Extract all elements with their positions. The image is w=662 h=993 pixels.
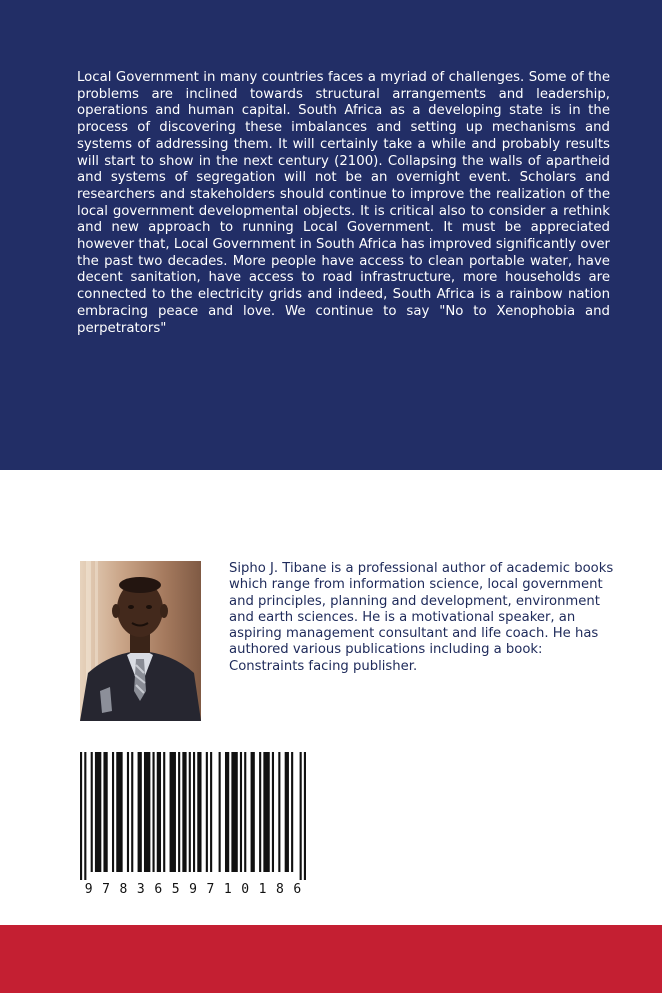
isbn-barcode [76, 752, 310, 898]
barcode-bar [240, 752, 242, 872]
author-bio: Sipho J. Tibane is a professional author of academic books which range from information science, local government and principles, planning and development, environment and earth sciences. He is a motivational speaker, an aspiring management consultant and life coach. He has authored various publications including a book: Constraints facing publisher. [229, 561, 614, 674]
barcode-bar [178, 752, 180, 872]
barcode-bar [219, 752, 221, 872]
barcode-digit: 9 [84, 882, 93, 897]
barcode-bar [291, 752, 293, 872]
barcode-bar [285, 752, 289, 872]
barcode-bar [206, 752, 208, 872]
barcode-digit: 6 [154, 882, 163, 897]
barcode-bar [278, 752, 280, 872]
barcode-bar [197, 752, 201, 872]
barcode-digit: 5 [171, 882, 180, 897]
barcode-bar [304, 752, 306, 880]
barcode-digit: 3 [136, 882, 145, 897]
barcode-bar [116, 752, 122, 872]
barcode-bar [189, 752, 191, 872]
barcode-digit: 6 [293, 882, 302, 897]
barcode-bar [152, 752, 154, 872]
barcode-digit: 1 [223, 882, 232, 897]
barcode-digit: 7 [102, 882, 110, 897]
barcode-digit: 0 [241, 882, 250, 897]
barcode-bar [80, 752, 82, 880]
barcode-bar [272, 752, 274, 872]
barcode-bar [170, 752, 176, 872]
barcode-bar [131, 752, 133, 872]
barcode-bar [157, 752, 161, 872]
barcode-bar [263, 752, 269, 872]
barcode-bar [244, 752, 246, 872]
barcode-digit: 7 [206, 882, 215, 897]
author-portrait-image [80, 561, 201, 721]
barcode-bar [144, 752, 150, 872]
bottom-color-band [0, 925, 662, 993]
barcode-digit: 8 [276, 882, 284, 897]
barcode-bar [112, 752, 114, 872]
barcode-bar [225, 752, 229, 872]
barcode-bar [127, 752, 129, 872]
barcode-bar [300, 752, 302, 880]
barcode-bar [210, 752, 212, 872]
barcode-digit: 1 [258, 882, 267, 897]
blurb-panel [0, 0, 662, 470]
barcode-bar [182, 752, 186, 872]
barcode-bar [95, 752, 101, 872]
barcode-bar [231, 752, 237, 872]
barcode-digit: 8 [119, 882, 128, 897]
barcode-bar [251, 752, 255, 872]
barcode-digit: 9 [189, 882, 197, 897]
author-photo [80, 561, 201, 721]
barcode-bar [84, 752, 86, 880]
barcode-bar [103, 752, 107, 872]
barcode-bar [163, 752, 165, 872]
barcode-bar [138, 752, 142, 872]
barcode-bar [259, 752, 261, 872]
barcode-bar [193, 752, 195, 872]
book-blurb: Local Government in many countries faces a myriad of challenges. Some of the problems are inclined towards structural arrangements and leadership, operations and human capital. South Africa as a developing state is in the process of discovering these imbalances and setting up mechanisms and systems of addressing them. It will certainly take a while and probably results will start to show in the next century (2100). Collapsing the walls of apartheid and systems of segregation will not be an overnight event. Scholars and researchers and stakeholders should continue to improve the realization of the local government developmental objects. It is critical also to consider a rethink and new approach to running Local Government. It must be appreciated however that, Local Government in South Africa has improved significantly over the past two decades. More people have access to clean portable water, have decent sanitation, have access to road infrastructure, more households are connected to the electricity grids and indeed, South Africa is a rainbow nation embracing peace and love. We continue to say "No to Xenophobia and perpetrators" [77, 70, 610, 336]
barcode-bar [91, 752, 93, 872]
